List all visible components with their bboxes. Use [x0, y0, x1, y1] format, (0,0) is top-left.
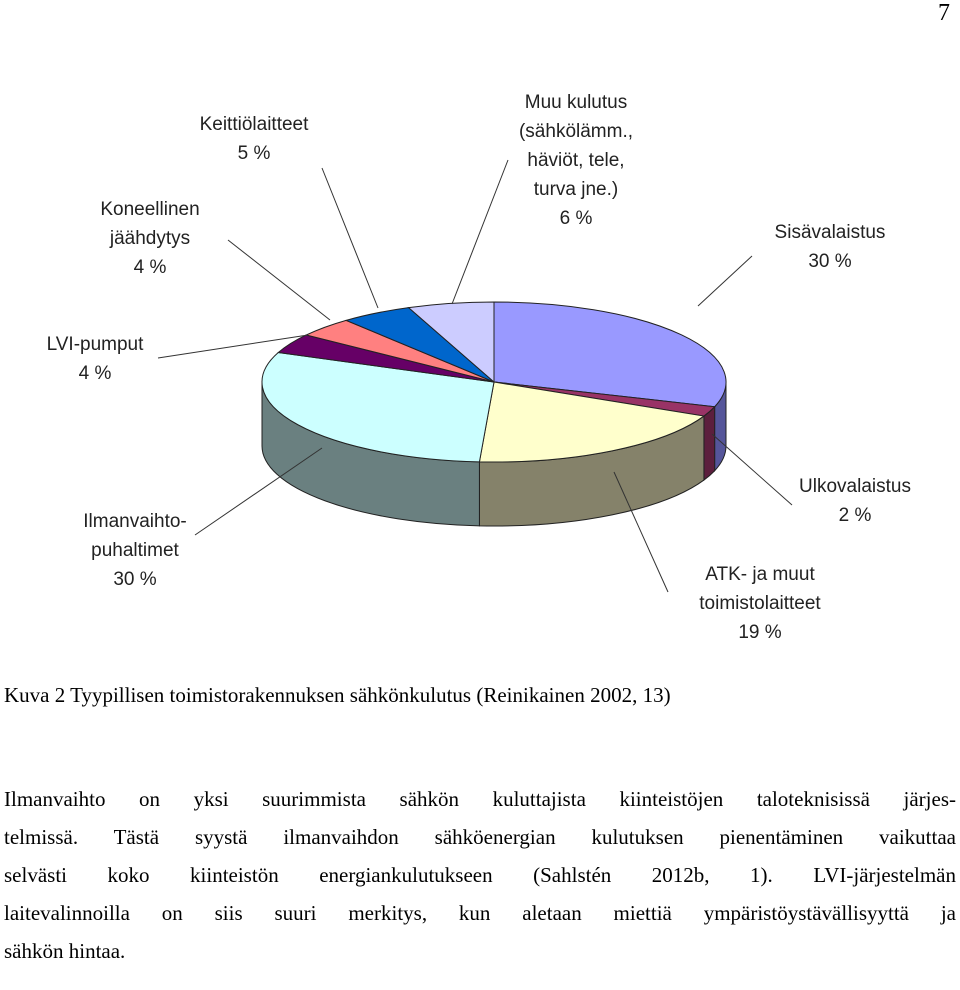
paragraph-line: sähkön hintaa.	[4, 939, 126, 963]
leader-line-5	[228, 240, 330, 320]
slice-label-2: ATK- ja muut	[705, 564, 815, 585]
slice-label-5: 4 %	[133, 257, 167, 278]
figure-caption: Kuva 2 Tyypillisen toimistorakennuksen sähkönkulutus (Reinikainen 2002, 13)	[4, 683, 671, 707]
slice-label-1: Ulkovalaistus	[799, 476, 911, 497]
pie-side-1	[704, 407, 715, 480]
slice-label-0: 30 %	[808, 251, 852, 272]
slice-label-4: LVI-pumput	[46, 334, 144, 355]
slice-label-3: Ilmanvaihto-	[83, 511, 187, 532]
leader-line-6	[322, 168, 378, 308]
slice-label-5: Koneellinen	[100, 199, 200, 220]
slice-label-7: turva jne.)	[533, 179, 619, 200]
paragraph-line: selvästi koko kiinteistön energiankulutukseen (Sahlstén 2012b, 1). LVI-järjestelmän	[4, 863, 956, 887]
slice-label-6: 5 %	[237, 143, 271, 164]
leader-line-7	[452, 160, 508, 304]
slice-label-2: 19 %	[738, 622, 782, 643]
page-number: 7	[938, 0, 950, 26]
slice-label-4: 4 %	[78, 363, 112, 384]
slice-label-3: 30 %	[113, 569, 157, 590]
pie-tops	[262, 302, 726, 462]
slice-label-3: puhaltimet	[91, 540, 179, 561]
leader-line-1	[712, 434, 792, 505]
pie-chart-svg	[0, 80, 960, 660]
paragraph-line: telmissä. Tästä syystä ilmanvaihdon sähköenergian kulutuksen pienentäminen vaikuttaa	[4, 825, 956, 849]
slice-label-2: toimistolaitteet	[699, 593, 821, 614]
slice-label-7: 6 %	[559, 208, 593, 229]
slice-label-6: Keittiölaitteet	[199, 114, 309, 135]
leader-line-0	[698, 256, 752, 306]
slice-label-1: 2 %	[838, 505, 872, 526]
slice-label-0: Sisävalaistus	[774, 222, 886, 243]
slice-label-7: (sähkölämm.,	[518, 121, 634, 142]
paragraph-line: laitevalinnoilla on siis suuri merkitys, kun aletaan miettiä ympäristöystävällisyyttä ja	[4, 901, 956, 925]
slice-label-7: Muu kulutus	[524, 92, 628, 113]
body-paragraph	[4, 780, 956, 970]
pie-chart	[0, 80, 960, 660]
paragraph-line: Ilmanvaihto on yksi suurimmista sähkön kuluttajista kiinteistöjen taloteknisissä järjes-	[4, 787, 956, 811]
slice-label-5: jäähdytys	[109, 228, 191, 249]
slice-label-7: häviöt, tele,	[527, 150, 625, 171]
